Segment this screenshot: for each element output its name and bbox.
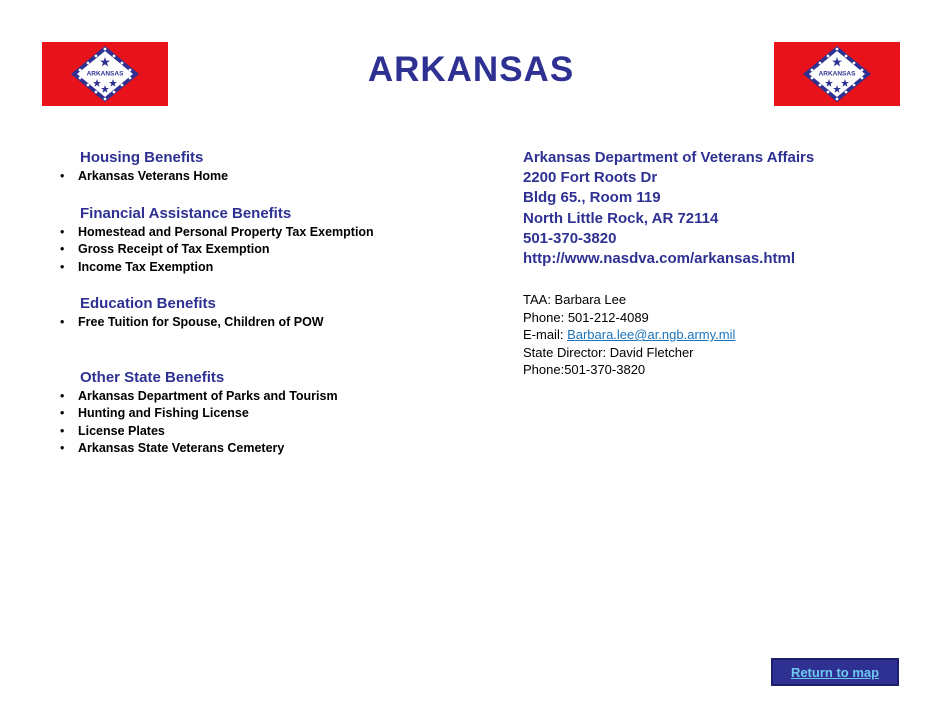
bullet-item: • Arkansas Department of Parks and Tourism	[58, 388, 478, 406]
contact-info	[523, 291, 923, 379]
section-heading: Education Benefits	[80, 295, 216, 312]
flag-label: ARKANSAS	[818, 70, 856, 78]
bullet-list	[58, 224, 478, 277]
bullet-item: • Arkansas Veterans Home	[58, 168, 478, 186]
other-state-benefits-section	[58, 368, 478, 458]
building-room: Bldg 65., Room 119	[523, 189, 661, 207]
bullet-item: • Free Tuition for Spouse, Children of POW	[58, 314, 478, 332]
email-link[interactable]: Barbara.lee@ar.ngb.army.mil	[567, 327, 736, 343]
return-to-map-button[interactable]: Return to map	[771, 658, 899, 686]
agency-name: Arkansas Department of Veterans Affairs	[523, 149, 815, 166]
bullet-list	[58, 388, 478, 458]
agency-address	[523, 148, 923, 269]
bullet-item: • License Plates	[58, 423, 478, 441]
benefits-column	[58, 148, 478, 476]
section-heading: Financial Assistance Benefits	[80, 204, 292, 222]
agency-phone: 501-370-3820	[523, 229, 617, 247]
housing-benefits-section	[58, 148, 478, 186]
contact-column	[523, 148, 923, 379]
bullet-item: • Homestead and Personal Property Tax Exemption	[58, 224, 478, 242]
page-title: ARKANSAS	[367, 50, 575, 89]
email-label: E-mail:	[523, 327, 568, 343]
bullet-list	[58, 314, 478, 332]
agency-url: http://www.nasdva.com/arkansas.html	[523, 250, 796, 268]
education-benefits-section	[58, 294, 478, 332]
bullet-item: • Gross Receipt of Tax Exemption	[58, 241, 478, 259]
state-director: State Director: David Fletcher	[523, 344, 694, 360]
section-heading: Other State Benefits	[80, 368, 225, 386]
financial-assistance-section	[58, 204, 478, 277]
email-line	[523, 326, 923, 344]
bullet-item: • Arkansas State Veterans Cemetery	[58, 440, 478, 458]
bullet-item: • Hunting and Fishing License	[58, 405, 478, 423]
taa-name: TAA: Barbara Lee	[523, 292, 627, 308]
bullet-item: • Income Tax Exemption	[58, 259, 478, 277]
street-address: 2200 Fort Roots Dr	[523, 169, 658, 187]
section-heading: Housing Benefits	[80, 149, 204, 166]
director-phone: Phone:501-370-3820	[523, 362, 646, 378]
taa-phone: Phone: 501-212-4089	[523, 309, 649, 325]
city-state-zip: North Little Rock, AR 72114	[523, 209, 719, 227]
flag-label: ARKANSAS	[86, 70, 124, 78]
bullet-list	[58, 168, 478, 186]
